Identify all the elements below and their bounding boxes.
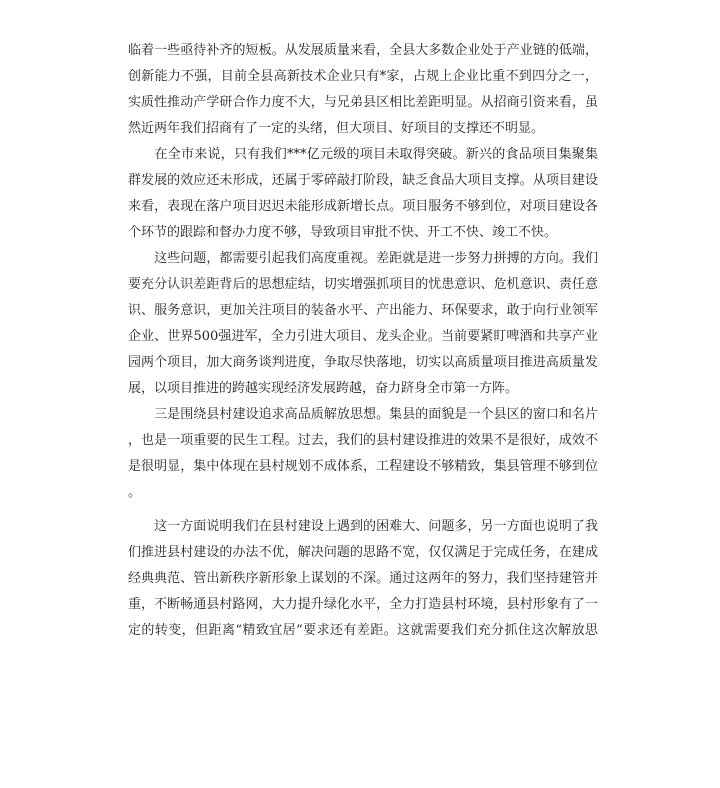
- text-line: 们推进县村建设的办法不优，解决问题的思路不宽，仅仅满足于完成任务，在建成: [128, 545, 598, 560]
- text-line: 企业、世界500强进军，全力引进大项目、龙头企业。当前要紧盯啤酒和共享产业: [128, 329, 598, 344]
- text-line: 经典典范、管出新秩序新形象上谋划的不深。通过这两年的努力，我们坚持建管并: [128, 571, 598, 586]
- text-line: 是很明显，集中体现在县村规划不成体系，工程建设不够精致，集县管理不够到位: [128, 459, 598, 474]
- text-line: 定的转变，但距离“精致宜居”要求还有差距。这就需要我们充分抓住这次解放思: [128, 623, 598, 638]
- text-line: 这些问题，都需要引起我们高度重视。差距就是进一步努力拼搏的方向。我们: [128, 251, 598, 266]
- text-line: 群发展的效应还未形成，还属于零碎敲打阶段，缺乏食品大项目支撑。从项目建设: [128, 173, 598, 188]
- text-line: 实质性推动产学研合作力度不大，与兄弟县区相比差距明显。从招商引资来看，虽: [128, 95, 598, 110]
- text-line: ，也是一项重要的民生工程。过去，我们的县村建设推进的效果不是很好，成效不: [128, 433, 598, 448]
- text-line: 重，不断畅通县村路网，大力提升绿化水平，全力打造县村环境，县村形象有了一: [128, 597, 598, 612]
- text-line: 个环节的跟踪和督办力度不够，导致项目审批不快、开工不快、竣工不快。: [128, 225, 558, 240]
- text-line: 然近两年我们招商有了一定的头绪，但大项目、好项目的支撑还不明显。: [128, 121, 545, 136]
- text-line: 三是围绕县村建设追求高品质解放思想。集县的面貌是一个县区的窗口和名片: [128, 407, 598, 422]
- text-line: 来看，表现在落户项目迟迟未能形成新增长点。项目服务不够到位，对项目建设各: [128, 199, 598, 214]
- text-line: 。: [128, 485, 142, 500]
- text-line: 要充分认识差距背后的思想症结，切实增强抓项目的忧患意识、危机意识、责任意: [128, 277, 598, 292]
- text-line: 创新能力不强，目前全县高新技术企业只有*家，占规上企业比重不到四分之一，: [128, 69, 598, 84]
- text-line: 这一方面说明我们在县村建设上遇到的困难大、问题多，另一方面也说明了我: [128, 519, 598, 534]
- text-line: 在全市来说，只有我们***亿元级的项目未取得突破。新兴的食品项目集聚集: [128, 147, 598, 162]
- text-line: 园两个项目，加大商务谈判进度，争取尽快落地，切实以高质量项目推进高质量发: [128, 355, 598, 370]
- text-line: 识、服务意识，更加关注项目的装备水平、产出能力、环保要求，敢于向行业领军: [128, 303, 598, 318]
- text-line: 临着一些亟待补齐的短板。从发展质量来看，全县大多数企业处于产业链的低端，: [128, 43, 598, 58]
- text-line: 展，以项目推进的跨越实现经济发展跨越，奋力跻身全市第一方阵。: [128, 381, 519, 396]
